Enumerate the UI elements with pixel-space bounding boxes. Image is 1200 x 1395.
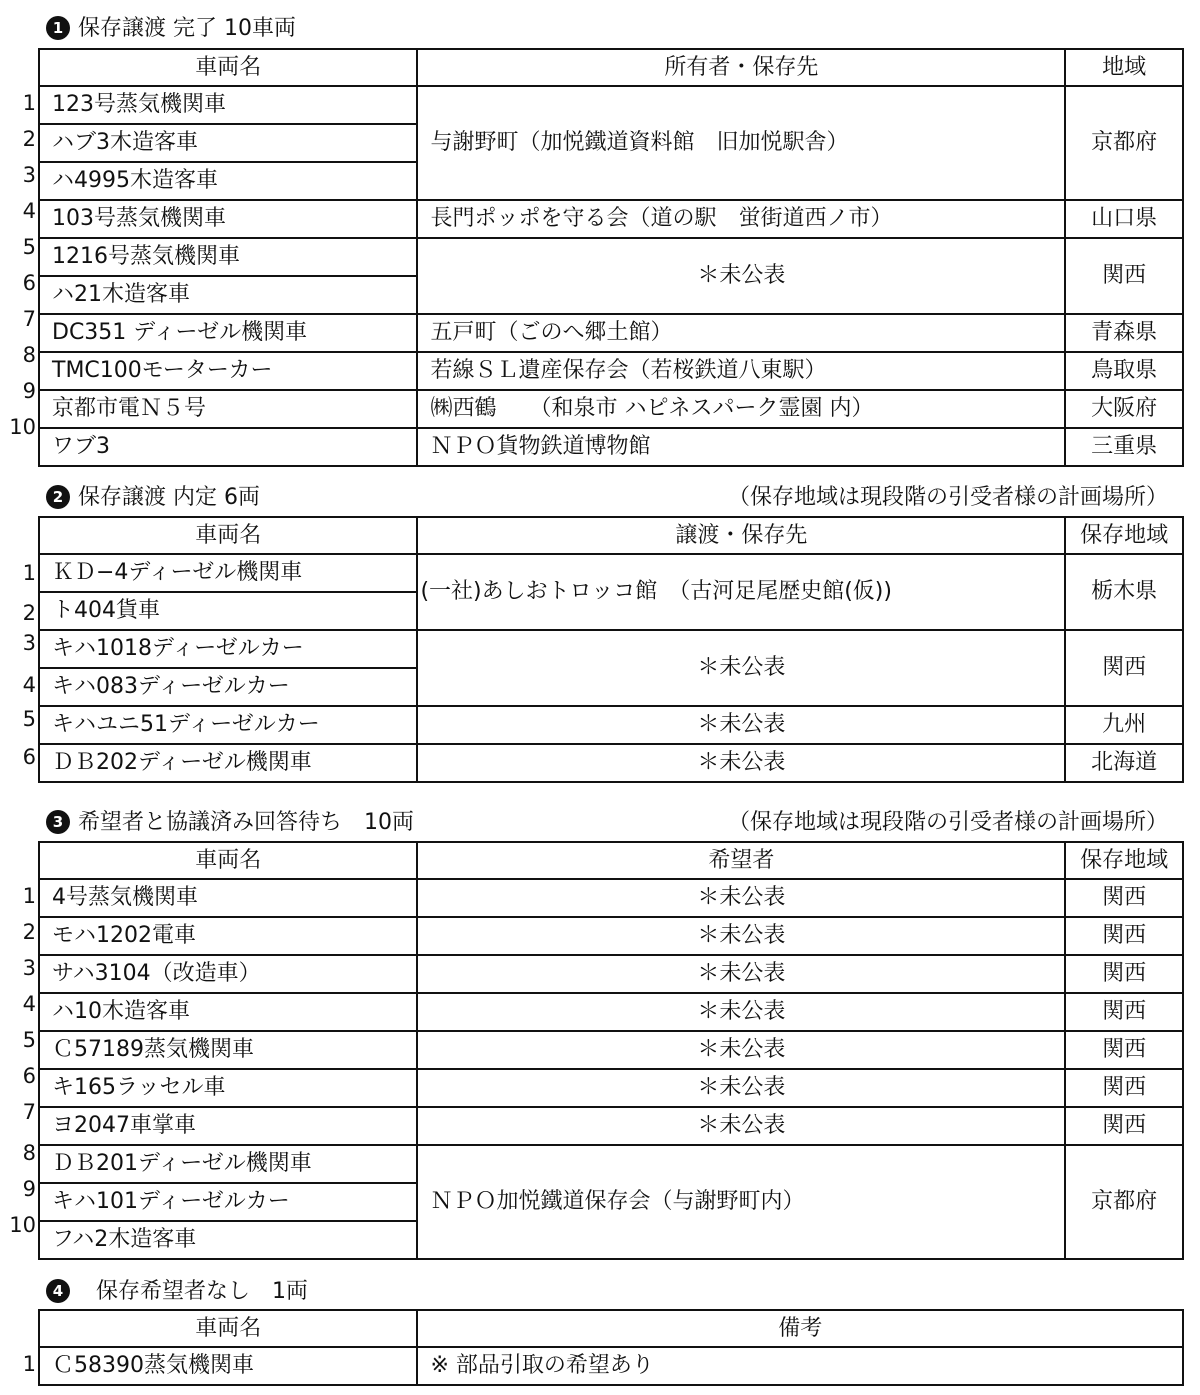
section-title <box>46 12 296 46</box>
section-title-text: 保存希望者なし 1両 <box>96 1279 308 1304</box>
header-owner: 所有者・保存先 <box>417 49 1065 86</box>
section-title <box>46 481 260 515</box>
vehicle-name: DC351 ディーゼル機関車 <box>39 314 417 352</box>
row-number: 4 <box>22 199 36 223</box>
number-badge: 2 <box>46 485 70 509</box>
table-header-row <box>39 1310 1183 1347</box>
row-number: 5 <box>22 1028 36 1052</box>
number-badge: 3 <box>46 810 70 834</box>
row-number: 7 <box>22 1100 36 1124</box>
header-vehicle-name: 車両名 <box>39 1310 417 1347</box>
region-cell: 青森県 <box>1065 314 1183 352</box>
row-number: 2 <box>22 127 36 151</box>
row-number: 5 <box>22 235 36 259</box>
row-number: 9 <box>22 1177 36 1201</box>
vehicle-name: ＤＢ201ディーゼル機関車 <box>39 1145 417 1183</box>
header-vehicle-name: 車両名 <box>39 842 417 879</box>
section-title <box>46 806 414 840</box>
header-remarks: 備考 <box>417 1310 1183 1347</box>
row-number: 9 <box>22 379 36 403</box>
table-row <box>39 630 1183 668</box>
row-number: 6 <box>22 271 36 295</box>
owner-cell: ＮＰＯ貨物鉄道博物館 <box>417 428 1065 466</box>
completed-table <box>38 48 1184 467</box>
table-row <box>39 428 1183 466</box>
awaiting-reply-table <box>38 841 1184 1260</box>
table-header-row <box>39 49 1183 86</box>
vehicle-name: 京都市電Ｎ５号 <box>39 390 417 428</box>
owner-cell: ＊未公表 <box>417 630 1065 706</box>
tentative-table <box>38 516 1184 783</box>
region-cell: 鳥取県 <box>1065 352 1183 390</box>
region-cell: 関西 <box>1065 1107 1183 1145</box>
vehicle-name: ハ4995木造客車 <box>39 162 417 200</box>
table-row <box>39 1031 1183 1069</box>
owner-cell: ＊未公表 <box>417 879 1065 917</box>
header-region: 地域 <box>1065 49 1183 86</box>
row-number: 6 <box>22 1064 36 1088</box>
table-row <box>39 554 1183 592</box>
region-cell: 関西 <box>1065 917 1183 955</box>
table-row <box>39 1145 1183 1183</box>
section-title-text: 保存譲渡 内定 6両 <box>78 485 260 510</box>
region-cell: 関西 <box>1065 1069 1183 1107</box>
section-note: （保存地域は現段階の引受者様の計画場所） <box>727 485 1168 510</box>
table-row <box>39 706 1183 744</box>
vehicle-name: キハ1018ディーゼルカー <box>39 630 417 668</box>
header-vehicle-name: 車両名 <box>39 517 417 554</box>
owner-cell: ＮＰＯ加悦鐵道保存会（与謝野町内） <box>417 1145 1065 1259</box>
vehicle-name: ハ10木造客車 <box>39 993 417 1031</box>
row-number: 7 <box>22 307 36 331</box>
vehicle-name: ハブ3木造客車 <box>39 124 417 162</box>
header-applicant: 希望者 <box>417 842 1065 879</box>
vehicle-name: TMC100モーターカー <box>39 352 417 390</box>
owner-cell: ＊未公表 <box>417 993 1065 1031</box>
table-row <box>39 993 1183 1031</box>
owner-cell: ＊未公表 <box>417 1107 1065 1145</box>
vehicle-name: ヨ2047車掌車 <box>39 1107 417 1145</box>
table-header-row <box>39 842 1183 879</box>
region-cell: 関西 <box>1065 993 1183 1031</box>
table-row <box>39 200 1183 238</box>
row-number: 4 <box>22 673 36 697</box>
vehicle-name: 4号蒸気機関車 <box>39 879 417 917</box>
owner-cell: ＊未公表 <box>417 917 1065 955</box>
table-row <box>39 879 1183 917</box>
owner-cell: ＊未公表 <box>417 706 1065 744</box>
table-row <box>39 917 1183 955</box>
row-number: 2 <box>22 920 36 944</box>
vehicle-name: ＫＤ−4ディーゼル機関車 <box>39 554 417 592</box>
no-applicant-table <box>38 1309 1184 1386</box>
row-number: 6 <box>22 745 36 769</box>
table-row <box>39 1107 1183 1145</box>
row-number: 10 <box>9 415 36 439</box>
vehicle-name: 1216号蒸気機関車 <box>39 238 417 276</box>
owner-cell: 与謝野町（加悦鐵道資料館 旧加悦駅舎） <box>417 86 1065 200</box>
table-row <box>39 238 1183 276</box>
owner-cell: ＊未公表 <box>417 955 1065 993</box>
owner-cell: ＊未公表 <box>417 744 1065 782</box>
header-vehicle-name: 車両名 <box>39 49 417 86</box>
region-cell: 関西 <box>1065 630 1183 706</box>
vehicle-name: フハ2木造客車 <box>39 1221 417 1259</box>
owner-cell: 若線ＳＬ遺産保存会（若桜鉄道八東駅） <box>417 352 1065 390</box>
table-header-row <box>39 517 1183 554</box>
row-number: 1 <box>22 561 36 585</box>
vehicle-name: キハユニ51ディーゼルカー <box>39 706 417 744</box>
vehicle-name: キハ101ディーゼルカー <box>39 1183 417 1221</box>
section-title-text: 保存譲渡 完了 10車両 <box>78 16 296 41</box>
region-cell: 大阪府 <box>1065 390 1183 428</box>
row-number: 10 <box>9 1213 36 1237</box>
region-cell: 北海道 <box>1065 744 1183 782</box>
vehicle-name: キ165ラッセル車 <box>39 1069 417 1107</box>
table-row <box>39 1069 1183 1107</box>
region-cell: 関西 <box>1065 1031 1183 1069</box>
header-preservation-region: 保存地域 <box>1065 842 1183 879</box>
table-row <box>39 955 1183 993</box>
region-cell: 三重県 <box>1065 428 1183 466</box>
row-number: 4 <box>22 992 36 1016</box>
table-row <box>39 352 1183 390</box>
row-number: 1 <box>22 1352 36 1376</box>
table-row <box>39 390 1183 428</box>
region-cell: 関西 <box>1065 238 1183 314</box>
vehicle-name: Ｃ58390蒸気機関車 <box>39 1347 417 1385</box>
region-cell: 関西 <box>1065 879 1183 917</box>
header-transfer-destination: 譲渡・保存先 <box>417 517 1065 554</box>
owner-cell: ㈱西鶴 （和泉市 ハピネスパーク霊園 内） <box>417 390 1065 428</box>
owner-cell: ＊未公表 <box>417 238 1065 314</box>
row-number: 1 <box>22 884 36 908</box>
owner-cell: ＊未公表 <box>417 1069 1065 1107</box>
table-row <box>39 1347 1183 1385</box>
vehicle-name: モハ1202電車 <box>39 917 417 955</box>
region-cell: 京都府 <box>1065 86 1183 200</box>
section-title <box>46 1275 308 1309</box>
owner-cell: 長門ポッポを守る会（道の駅 蛍街道西ノ市） <box>417 200 1065 238</box>
vehicle-name: ト404貨車 <box>39 592 417 630</box>
vehicle-name: Ｃ57189蒸気機関車 <box>39 1031 417 1069</box>
region-cell: 京都府 <box>1065 1145 1183 1259</box>
vehicle-name: ワブ3 <box>39 428 417 466</box>
row-number: 1 <box>22 91 36 115</box>
vehicle-name: キハ083ディーゼルカー <box>39 668 417 706</box>
row-number: 3 <box>22 631 36 655</box>
row-number: 5 <box>22 707 36 731</box>
region-cell: 栃木県 <box>1065 554 1183 630</box>
region-cell: 山口県 <box>1065 200 1183 238</box>
row-number: 8 <box>22 1141 36 1165</box>
table-row <box>39 744 1183 782</box>
row-number: 2 <box>22 601 36 625</box>
vehicle-name: サハ3104（改造車） <box>39 955 417 993</box>
vehicle-name: ＤＢ202ディーゼル機関車 <box>39 744 417 782</box>
row-number: 3 <box>22 163 36 187</box>
number-badge: 4 <box>46 1279 70 1303</box>
table-row <box>39 314 1183 352</box>
section-title-text: 希望者と協議済み回答待ち 10両 <box>78 810 414 835</box>
owner-cell: 五戸町（ごのへ郷土館） <box>417 314 1065 352</box>
table-row <box>39 86 1183 124</box>
owner-cell: ＊未公表 <box>417 1031 1065 1069</box>
section-note: （保存地域は現段階の引受者様の計画場所） <box>727 810 1168 835</box>
owner-cell: (一社)あしおトロッコ館 （古河足尾歴史館(仮)) <box>417 554 1065 630</box>
number-badge: 1 <box>46 16 70 40</box>
row-number: 8 <box>22 343 36 367</box>
vehicle-name: 123号蒸気機関車 <box>39 86 417 124</box>
remarks-cell: ※ 部品引取の希望あり <box>417 1347 1183 1385</box>
header-preservation-region: 保存地域 <box>1065 517 1183 554</box>
vehicle-name: 103号蒸気機関車 <box>39 200 417 238</box>
region-cell: 関西 <box>1065 955 1183 993</box>
vehicle-name: ハ21木造客車 <box>39 276 417 314</box>
row-number: 3 <box>22 956 36 980</box>
region-cell: 九州 <box>1065 706 1183 744</box>
